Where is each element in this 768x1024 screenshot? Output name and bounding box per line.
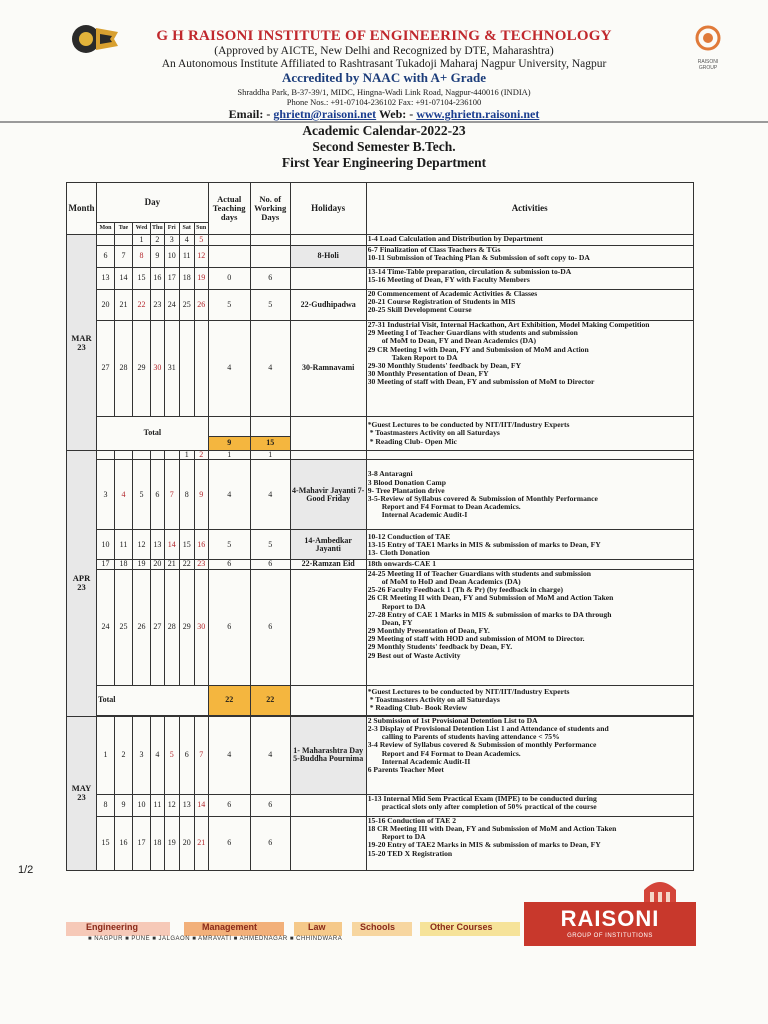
naac-accreditation: Accredited by NAAC with A+ Grade [282,70,486,85]
day-cell: 3 [164,235,179,246]
day-cell: 26 [194,290,208,321]
day-cell: 11 [115,530,133,560]
contact-line [0,107,768,122]
day-cell: 20 [179,816,194,870]
weekday-header: Wed [133,223,151,235]
activity-cell: 10-12 Conduction of TAE 13-15 Entry of TAE1 Marks in MIS & submission of marks to Dean, FY 13- Cloth Donation [366,530,693,560]
total-actual-apr: 22 [208,685,250,715]
approval-line: (Approved by AICTE, New Delhi and Recognized by DTE, Maharashtra) [214,45,554,57]
day-cell: 31 [164,321,179,417]
table-row: 8 9 10 11 12 13 14 6 6 1-13 Internal Mid Sem Practical Exam (IMPE) to be conducted during practical slots only after completion of 50% practical of the course [67,794,694,816]
day-cell: 27 [97,321,115,417]
day-cell: 27 [151,569,165,685]
header-activities: Activities [366,183,693,235]
table-row [67,685,694,715]
day-cell: 12 [133,530,151,560]
day-cell: 9 [151,246,165,268]
activity-cell: 1-13 Internal Mid Sem Practical Exam (IMPE) to be conducted during practical slots only after completion of 50% practical of the course [366,794,693,816]
day-cell: 20 [151,560,165,569]
phone-fax: Phone Nos.: +91-07104-236102 Fax: +91-07104-236100 [286,97,482,107]
activity-cell: 24-25 Meeting II of Teacher Guardians with students and submission of MoM to HoD and Dean Academics (DA) 25-26 Faculty Feedback 1 (Th & Pr) (by feedback in charge) 26 CR Meeting II with Dean, FY and Submission of MoM and Action Taken Report to DA 27-28 Entry of CAE 1 Marks in MIS & submission of marks to DA through Dean, FY 29 Monthly Presentation of Dean, FY. 29 Meeting of staff with HOD and submission of MOM to Director. 29 Monthly Students' feedback by Dean, FY. 29 Best out of Waste Activity [366,569,693,685]
holiday-cell: 8-Holi [290,246,366,268]
header-month: Month [67,183,97,235]
weekday-header: Sat [179,223,194,235]
activity-cell: 20 Commencement of Academic Activities & Classes 20-21 Course Registration of Students in MIS 20-25 Skill Development Course [366,290,693,321]
holiday-cell: 14-Ambedkar Jayanti [290,530,366,560]
day-cell: 25 [179,290,194,321]
email-link[interactable]: ghrietn@raisoni.net [273,107,377,121]
day-cell: 13 [179,794,194,816]
institute-name: G H RAISONI INSTITUTE OF ENGINEERING & TECHNOLOGY [156,28,612,44]
day-cell: 28 [164,569,179,685]
day-cell: 11 [151,794,165,816]
total-working-apr: 22 [250,685,290,715]
month-label-apr: APR 23 [67,451,97,717]
day-cell: 2 [194,451,208,460]
calendar-title: Academic Calendar-2022-23 [302,123,466,138]
holiday-cell: 4-Mahavir Jayanti 7-Good Friday [290,460,366,530]
day-cell: 23 [151,290,165,321]
day-cell: 8 [179,460,194,530]
day-cell: 21 [164,560,179,569]
total-working-mar: 15 [250,437,290,451]
table-row: 27 28 29 30 31 4 4 30-Ramnavami 27-31 Industrial Visit, Internal Hackathon, Art Exhibition, Model Making Competition 29 Meeting I of Teacher Guardians with students and submission of MoM to Dean, FY and Dean Academics (DA) 29 CR Meeting I with Dean, FY and Submission of MoM and Action Taken Report to DA 29-30 Monthly Students' feedback by Dean, FY 30 Monthly Presentation of Dean, FY 30 Meeting of staff with Dean, FY and submission of MoM to Director [67,321,694,417]
day-cell: 5 [164,716,179,794]
day-cell: 29 [133,321,151,417]
activity-cell: 15-16 Conduction of TAE 2 18 CR Meeting III with Dean, FY and Submission of MoM and Action Taken Report to DA 19-20 Entry of TAE2 Marks in MIS & submission of marks to Dean, FY 15-20 TED X Registration [366,816,693,870]
footer-segment-management: Management [184,922,284,936]
web-link[interactable]: www.ghrietn.raisoni.net [416,107,540,121]
day-cell: 13 [151,530,165,560]
department-title: First Year Engineering Department [281,155,487,170]
day-cell: 1 [97,716,115,794]
raisoni-dome-icon [640,876,680,904]
day-cell: 21 [115,290,133,321]
holiday-cell: 22-Ramzan Eid [290,560,366,569]
page-number: 1/2 [18,864,34,876]
day-cell: 14 [164,530,179,560]
day-cell: 30 [151,321,165,417]
email-label: Email: - [228,107,271,121]
day-cell: 18 [151,816,165,870]
footer-cities: ■ NAGPUR ■ PUNE ■ JALGAON ■ AMRAVATI ■ AHMEDNAGAR ■ CHHINDWARA [88,936,343,942]
group-logo [690,24,726,71]
day-cell: 11 [179,246,194,268]
weekday-header: Fri [164,223,179,235]
day-cell: 24 [97,569,115,685]
table-row: 10 11 12 13 14 15 16 5 5 14-Ambedkar Jayanti 10-12 Conduction of TAE 13-15 Entry of TAE1 Marks in MIS & submission of marks to Dean, FY 13- Cloth Donation [67,530,694,560]
day-cell: 20 [97,290,115,321]
day-cell: 12 [194,246,208,268]
holiday-cell: 1- Maharashtra Day 5-Buddha Pournima [290,716,366,794]
day-cell: 22 [179,560,194,569]
total-label: Total [97,417,209,451]
weekday-header: Mon [97,223,115,235]
web-label: Web: - [378,107,414,121]
weekday-header: Tue [115,223,133,235]
academic-calendar-table [66,182,694,871]
day-cell: 25 [115,569,133,685]
day-cell: 10 [164,246,179,268]
holiday-cell: 30-Ramnavami [290,321,366,417]
table-row: 15 16 17 18 19 20 21 6 6 15-16 Conduction of TAE 2 18 CR Meeting III with Dean, FY and Submission of MoM and Action Taken Report to DA 19-20 Entry of TAE2 Marks in MIS & submission of marks to Dean, FY 15-20 TED X Registration [67,816,694,870]
group-logo-label: RAISONI GROUP [697,59,719,71]
total-actual-mar: 9 [208,437,250,451]
affiliation-line: An Autonomous Institute Affiliated to Rashtrasant Tukadoji Maharaj Nagpur University, Nagpur [161,58,607,70]
day-cell: 13 [97,268,115,290]
month-label-may: MAY 23 [67,716,97,870]
day-cell: 9 [115,794,133,816]
day-cell: 21 [194,816,208,870]
day-cell: 4 [115,460,133,530]
day-cell: 28 [115,321,133,417]
address: Shraddha Park, B-37-39/1, MIDC, Hingna-Wadi Link Road, Nagpur-440016 (INDIA) [237,87,531,97]
day-cell: 2 [115,716,133,794]
day-cell: 3 [133,716,151,794]
day-cell: 23 [194,560,208,569]
footer-segment-engineering: Engineering [66,922,170,936]
semester-title: Second Semester B.Tech. [312,139,456,154]
table-row: 13 14 15 16 17 18 19 0 6 13-14 Time-Table preparation, circulation & submission to-DA 15-16 Meeting of Dean, FY with Faculty Members [67,268,694,290]
activity-cell: 2 Submission of 1st Provisional Detention List to DA 2-3 Display of Provisional Detention List 1 and Attendance of students and calling to Parents of students having attendance < 75% 3-4 Review of Syllabus covered & Submission of monthly Performance Report and F4 Format to Dean Academics. Internal Academic Audit-II 6 Parents Teacher Meet [366,716,693,794]
day-cell: 14 [194,794,208,816]
header-holidays: Holidays [290,183,366,235]
day-cell: 19 [194,268,208,290]
footer-segment-other-courses: Other Courses [420,922,520,936]
day-cell: 18 [179,268,194,290]
day-cell: 19 [133,560,151,569]
day-cell: 16 [194,530,208,560]
day-cell: 6 [179,716,194,794]
raisoni-brand-subtitle: GROUP OF INSTITUTIONS [567,933,653,939]
day-cell: 22 [133,290,151,321]
table-row: 17 18 19 20 21 22 23 6 6 22-Ramzan Eid 18th onwards-CAE 1 [67,560,694,569]
activity-cell: 3-8 Antaragni 3 Blood Donation Camp 9- Tree Plantation drive 3-5-Review of Syllabus covered & Submission of Monthly Performance Report and F4 Format to Dean Academics. Internal Academic Audit-I [366,460,693,530]
day-cell: 17 [133,816,151,870]
day-cell: 16 [115,816,133,870]
footer-segment-law: Law [294,922,342,936]
header-day: Day [97,183,209,223]
day-cell: 6 [97,246,115,268]
table-row: 24 25 26 27 28 29 30 6 6 24-25 Meeting II of Teacher Guardians with students and submission of MoM to HoD and Dean Academics (DA) 25-26 Faculty Feedback 1 (Th & Pr) (by feedback in charge) 26 CR Meeting II with Dean, FY and Submission of MoM and Action Taken Report to DA 27-28 Entry of CAE 1 Marks in MIS & submission of marks to DA through Dean, FY 29 Monthly Presentation of Dean, FY. 29 Meeting of staff with HOD and submission of MOM to Director. 29 Monthly Students' feedback by Dean, FY. 29 Best out of Waste Activity [67,569,694,685]
month-label-mar: MAR 23 [67,235,97,451]
activity-cell: 1-4 Load Calculation and Distribution by Department [366,235,693,246]
day-cell: 4 [151,716,165,794]
day-cell: 1 [133,235,151,246]
day-cell: 17 [164,268,179,290]
day-cell: 7 [194,716,208,794]
day-cell: 8 [133,246,151,268]
holiday-cell: 22-Gudhipadwa [290,290,366,321]
table-row [67,235,694,246]
day-cell: 17 [97,560,115,569]
day-cell: 14 [115,268,133,290]
day-cell: 5 [133,460,151,530]
header-actual-teaching: Actual Teaching days [208,183,250,235]
table-row: MAY 23 1 2 3 4 5 6 7 4 4 1- Maharashtra Day 5-Buddha Pournima 2 Submission of 1st Provisional Detention List to DA 2-3 Display of Provisional Detention List 1 and Attendance of students and calling to Parents of students having attendance < 75% 3-4 Review of Syllabus covered & Submission of monthly Performance Report and F4 Format to Dean Academics. Internal Academic Audit-II 6 Parents Teacher Meet [67,716,694,794]
day-cell: 5 [194,235,208,246]
day-cell: 3 [97,460,115,530]
day-cell: 15 [97,816,115,870]
day-cell: 15 [133,268,151,290]
activity-cell: 13-14 Time-Table preparation, circulation & submission to-DA 15-16 Meeting of Dean, FY with Faculty Members [366,268,693,290]
table-row: 3 4 5 6 7 8 9 4 4 4-Mahavir Jayanti 7-Good Friday 3-8 Antaragni 3 Blood Donation Camp 9- Tree Plantation drive 3-5-Review of Syllabus covered & Submission of Monthly Performance Report and F4 Format to Dean Academics. Internal Academic Audit-I [67,460,694,530]
day-cell: 4 [179,235,194,246]
day-cell: 2 [151,235,165,246]
day-cell: 6 [151,460,165,530]
raisoni-brand [524,902,696,946]
day-cell: 24 [164,290,179,321]
footer-segment-schools: Schools [352,922,412,936]
table-row: 20 21 22 23 24 25 26 5 5 22-Gudhipadwa 20 Commencement of Academic Activities & Classes 20-21 Course Registration of Students in MIS 20-25 Skill Development Course [67,290,694,321]
day-cell: 12 [164,794,179,816]
activity-cell: *Guest Lectures to be conducted by NIT/IIT/Industry Experts * Toastmasters Activity on all Saturdays * Reading Club- Book Review [366,685,693,715]
day-cell: 10 [97,530,115,560]
day-cell: 1 [179,451,194,460]
day-cell: 29 [179,569,194,685]
activity-cell: *Guest Lectures to be conducted by NIT/IIT/Industry Experts * Toastmasters Activity on all Saturdays * Reading Club- Open Mic [366,417,693,451]
day-cell: 8 [97,794,115,816]
weekday-header: Sun [194,223,208,235]
raisoni-brand-name: RAISONI [560,906,660,931]
header-working-days: No. of Working Days [250,183,290,235]
day-cell: 7 [164,460,179,530]
activity-cell: 18th onwards-CAE 1 [366,560,693,569]
table-row [67,417,694,437]
day-cell: 16 [151,268,165,290]
activity-cell: 6-7 Finalization of Class Teachers & TGs 10-11 Submission of Teaching Plan & Submission of soft copy to- DA [366,246,693,268]
weekday-header: Thu [151,223,165,235]
day-cell: 19 [164,816,179,870]
table-row [67,246,694,268]
day-cell: 18 [115,560,133,569]
day-cell: 10 [133,794,151,816]
day-cell: 30 [194,569,208,685]
day-cell: 9 [194,460,208,530]
day-cell: 15 [179,530,194,560]
day-cell: 26 [133,569,151,685]
table-row: APR 23 1 2 1 1 [67,451,694,460]
day-cell: 7 [115,246,133,268]
total-label: Total [97,685,209,715]
activity-cell: 27-31 Industrial Visit, Internal Hackathon, Art Exhibition, Model Making Competition 29 Meeting I of Teacher Guardians with students and submission of MoM to Dean, FY and Dean Academics (DA) 29 CR Meeting I with Dean, FY and Submission of MoM and Action Taken Report to DA 29-30 Monthly Students' feedback by Dean, FY 30 Monthly Presentation of Dean, FY 30 Meeting of staff with Dean, FY and submission of MoM to Director [366,321,693,417]
